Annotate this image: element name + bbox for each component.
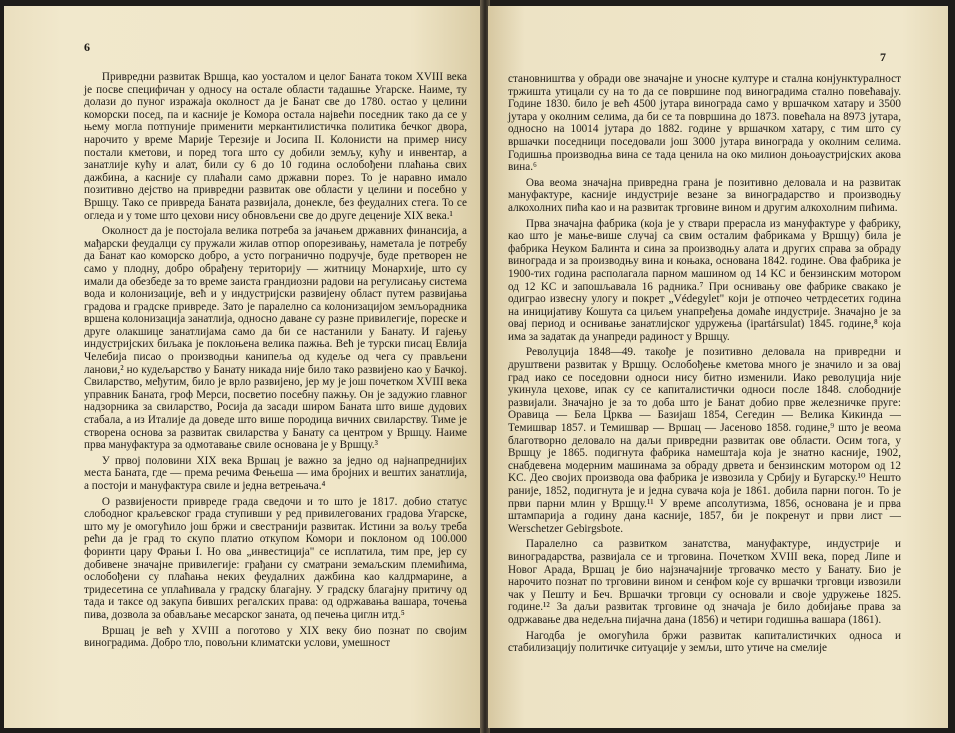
- paragraph: Привредни развитак Вршца, као уосталом и целог Баната током XVIII века је посве специфичан у односу на остале области тадашње Угарске. Наиме, ту долази до пуног изражаја околност да је Банат све до 1780. остао у целини коморски посед, па и касније је Комора остала највећи поседник тако да се у њему могла потпуније применити меркантилистичка политика бечког двора, нарочито у време Марије Терезије и Јосипа II. Колонисти на пример нису постали кметови, и поред тога што су добили земљу, кућу и инвентар, а занатлије кућу и алат, били су 6 до 10 година ослобођени плаћања свих дажбина, а касније су плаћали само државни порез. То је наравно имало позитивно дејство на привредни развитак ове области у целини и посебно у Вршцу. Тако се привреда Баната развијала, донекле, без феудалних стега. То се огледа и у томе што цехови нису обновљени све до друге деценије XIX века.¹: [84, 71, 467, 222]
- page-number: 6: [84, 40, 90, 54]
- page-number: 7: [880, 50, 886, 64]
- page-text: [84, 71, 467, 650]
- paragraph: Паралелно са развитком занатства, мануфактуре, индустрије и виноградарства, развијала се и трговина. Почетком XVIII века, поред Липе и Новог Арада, Вршац је био најзначајније трговачко место у Банату. Био је нарочито познат по трговини вином и сенфом које су вршачки трговци извозили чак у Пешту и Беч. Вршачки трговци су основали и своје удружење 1825. године.¹² За даљи развитак трговине од значаја је било добијање права за одржавање два недељна пијачна дана (1856) и четири годишња вашара (1861).: [508, 538, 901, 626]
- paragraph: О развијености привреде града сведочи и то што је 1817. добио статус слободног краљевског града ступивши у ред привилегованих градова Угарске, што му је омогућило још бржи и свестранији развитак. Истини за вољу треба рећи да је град то скупо платио откупом Комори и поклоном од 100.000 форинти цару Фрањи I. Но ова „инвестиција" се исплатила, тим пре, јер су добивене значајне привилегије: грађани су сматрани земаљским племићима, ослобођени су плаћања неких феудалних дажбина као калдрмарине, а тридесетина се уплаћивала у градску благајну. У градску благајну притичу од тада и таксе од закупа бивших регалских права: од одржавања вашара, точења пива, дозвола за обављање месарског заната, од печења циглн итд.⁵: [84, 495, 467, 621]
- paragraph: У првој половини XIX века Вршац је важно за једно од најнапреднијих места Баната, где — према речима Фењеша — има бројних и вештих занатлија, а постоји и мануфактура свиле и једна ветрењача.⁴: [84, 454, 467, 492]
- paragraph: Вршац је већ у XVIII а поготово у XIX веку био познат по својим виноградима. Добро тло, повољни климатски услови, умешност: [84, 624, 467, 650]
- paragraph: становништва у обради ове значајне и уносне културе и стална конјунктуралност тржишта утицали су на то да се површине под виноградима стално повећавају. Године 1830. било је већ 4500 јутара винограда само у вршачком хатару и 3500 јутара у околним селима, да би се та површина до 1873. повећала на 8973 јутара, односно на 10014 јутара до 1882. године у вршачком хатару, с тим што су вршачки поседници поседовали још 3000 јутара винограда у околним селима. Годишња производња вина се тада ценила на око милион доњоаустријских акова вина.⁶: [508, 73, 901, 174]
- paragraph: Револуција 1848—49. такође је позитивно деловала на привредни и друштвени развитак у Вршцу. Ослобођење кметова много је значило и за овај град иако се поседовни односи нису битно изменили. Иако револуција није укинула цехове, ипак су се капиталистички односи после 1848. слободније развијали. Значајно је за то доба што је Банат добио прве железничке пруге: Оравица — Бела Црква — Базијаш 1854, Сегедин — Велика Кикинда — Темишвар 1857. и Темишвар — Вршац — Јасеново 1858. године,⁹ што је веома благотворно деловало на даљи привредни развитак ове области. Осим тога, у Вршцу је 1865. подигнута фабрика намештаја која је знатно касније, 1902, снабдевена модерним машинама за обраду дрвета и бензинским мотором од 12 KC. Део својих производа ова фабрика је извозила у Србију и Бугарску.¹⁰ Нешто раније, 1852, подигнута је и једна сувача која је 1861. добила парни погон. То је први парни млин у Вршцу.¹¹ У време апсолутизма, 1856, основана је и прва штампарија а годину дана касније, 1857, би је покренут и први лист — Werschetzer Gebirgsbote.: [508, 346, 901, 535]
- left-page: [4, 6, 482, 728]
- paragraph: Нагодба је омогућила бржи развитак капиталистичких односа и стабилизацију политичке ситуације у земљи, што утиче на смелије: [508, 629, 901, 655]
- page-text: [508, 73, 901, 655]
- paragraph: Прва значајна фабрика (која је у ствари прерасла из мануфактуре у фабрику, као што је мање-више случај са свим осталим фабрикама у Вршцу) била је фабрика Неуком Балинта и сина за производњу алата и других справа за обраду винограда и за производњу вина и коњака, основана 1842. године. Ова фабрика је 1900-тих година располагала парном машином од 14 KC и бензинским мотором од 12 KC и запошљавала 16 радника.⁷ При оснивању ове фабрике свакако је одиграо извесну улогу и покрет „Védegylet" који је отпочео четрдесетих година на иницијативу Кошута са циљем унапређења домаће индустрије. Значајно је за овај период и оснивање занатлијског удружења (ipartársulat) 1845. године,⁸ која има за задатак да унапреди радиност у Вршцу.: [508, 217, 901, 343]
- right-page: [488, 6, 948, 728]
- paragraph: Ова веома значајна привредна грана је позитивно деловала и на развитак мануфактуре, касније индустрије везане за виноградарство и производњу алкохолних пића као и на развитак трговине вином и другим алкохолним пићима.: [508, 176, 901, 214]
- paragraph: Околност да је постојала велика потреба за јачањем државних финансија, а мађарски феудалци су пружали жилав отпор опорезивању, наметала је потребу да Банат као коморско добро, а усто погранично подручје, буде претворен не само у плодну, добро обрађену територију — житницу Монархије, што су имали да обезбеде за то време заиста грандиозни радови на регулисању система вода и колонизације, већ и у индустријски развијену област путем развијања градова и градске привреде. Зато је паралелно са колонизацијом земљорадника вршена колонизација занатлија, односно даване су разне привилегије, пореске и друге олакшице занатлијама само да би се настанили у Банату. И гајењу индустријских биљака је поклоњена велика пажња. Већ је турски писац Евлија Челебија писао о производњи канипеља од кудеље од чега су прављени ланови,² но кудељарство у Банату никада није било тако развијено као у Бачкој. Свиларство, међутим, било је врло развијено, јер му је још почетком XVIII века управник Баната, гроф Мерси, посветио посебну пажњу. Он је задужио главног надзорника за свиларство, Росија да засади широм Баната што више дудових стабала, а из Италије да доведе што више породица вичних свиларству. Тиме је створена основа за развитак свиларства у Банату са центром у Вршцу. Наиме прва мануфактура за одмотавање свиле основана је у Вршцу.³: [84, 225, 467, 452]
